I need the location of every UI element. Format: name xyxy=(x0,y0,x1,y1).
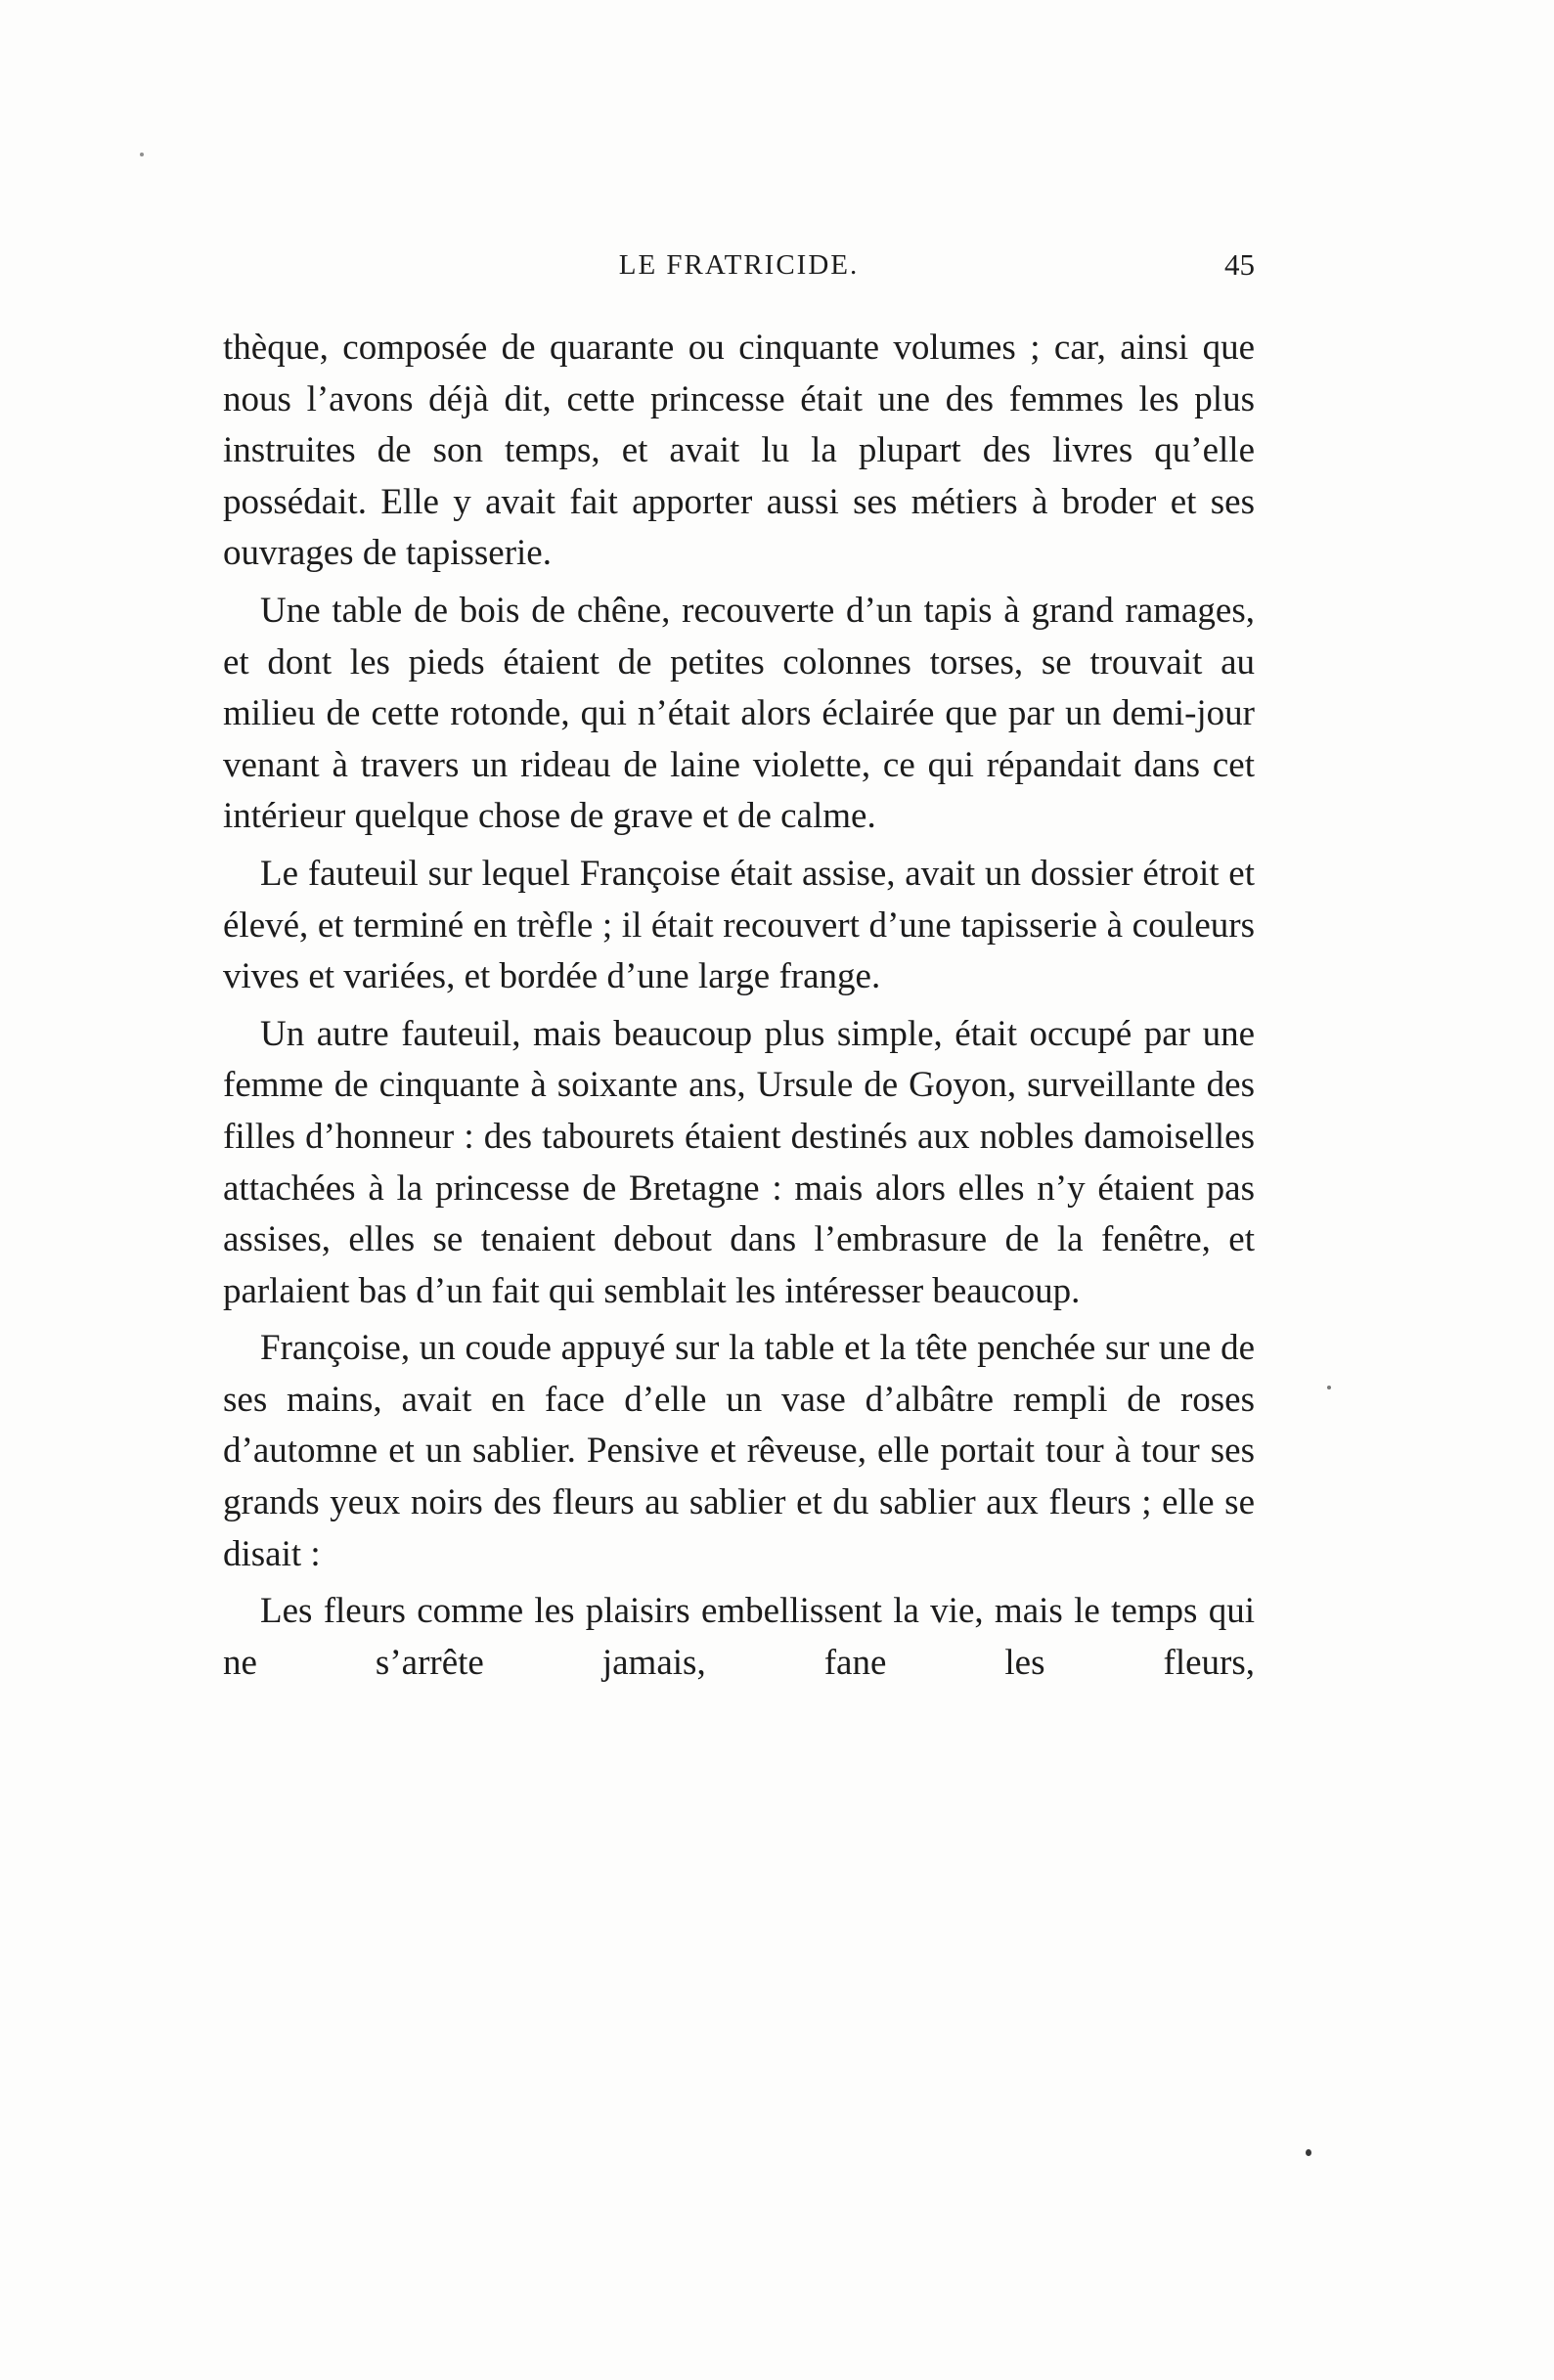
paragraph: Une table de bois de chêne, recouverte d’un tapis à grand ramages, et dont les pieds étaient de petites colonnes torses, se trouvait au milieu de cette rotonde, qui n’était alors éclairée que par un demi-jour venant à travers un rideau de laine violette, ce qui répandait dans cet intérieur quelque chose de grave et de calme. xyxy=(223,590,1255,837)
ink-speck xyxy=(1306,2149,1311,2156)
running-title: LE FRATRICIDE. xyxy=(618,249,860,281)
ink-speck xyxy=(140,153,144,156)
paragraph: Françoise, un coude appuyé sur la table et la tête penchée sur une de ses mains, avait en face d’elle un vase d’albâtre rempli de roses d’automne et un sablier. Pensive et rêveuse, elle portait tour à tour ses grands yeux noirs des fleurs au sablier et du sablier aux fleurs ; elle se disait : xyxy=(223,1328,1255,1574)
ink-speck xyxy=(1327,1386,1331,1389)
paragraph: Les fleurs comme les plaisirs embellissent la vie, mais le temps qui ne s’arrête jamais, fane les fleurs, xyxy=(223,1591,1255,1683)
body-text xyxy=(223,323,1255,1695)
running-head xyxy=(223,242,1255,287)
paragraph: Un autre fauteuil, mais beaucoup plus simple, était occupé par une femme de cinquante à soixante ans, Ursule de Goyon, surveillante des filles d’honneur : des tabourets étaient destinés aux nobles damoiselles attachées à la princesse de Bretagne : mais alors elles n’y étaient pas assises, elles se tenaient debout dans l’embrasure de la fenêtre, et parlaient bas d’un fait qui semblait les intéresser beaucoup. xyxy=(223,1013,1255,1311)
paragraph: Le fauteuil sur lequel Françoise était assise, avait un dossier étroit et élevé, et terminé en trèfle ; il était recouvert d’une tapisserie à couleurs vives et variées, et bordée d’une large frange. xyxy=(223,853,1255,997)
paragraph: thèque, composée de quarante ou cinquante volumes ; car, ainsi que nous l’avons déjà dit, cette princesse était une des femmes les plus instruites de son temps, et avait lu la plupart des livres qu’elle possédait. Elle y avait fait apporter aussi ses métiers à broder et ses ouvrages de tapisserie. xyxy=(223,328,1255,574)
page-number: 45 xyxy=(1224,247,1255,282)
